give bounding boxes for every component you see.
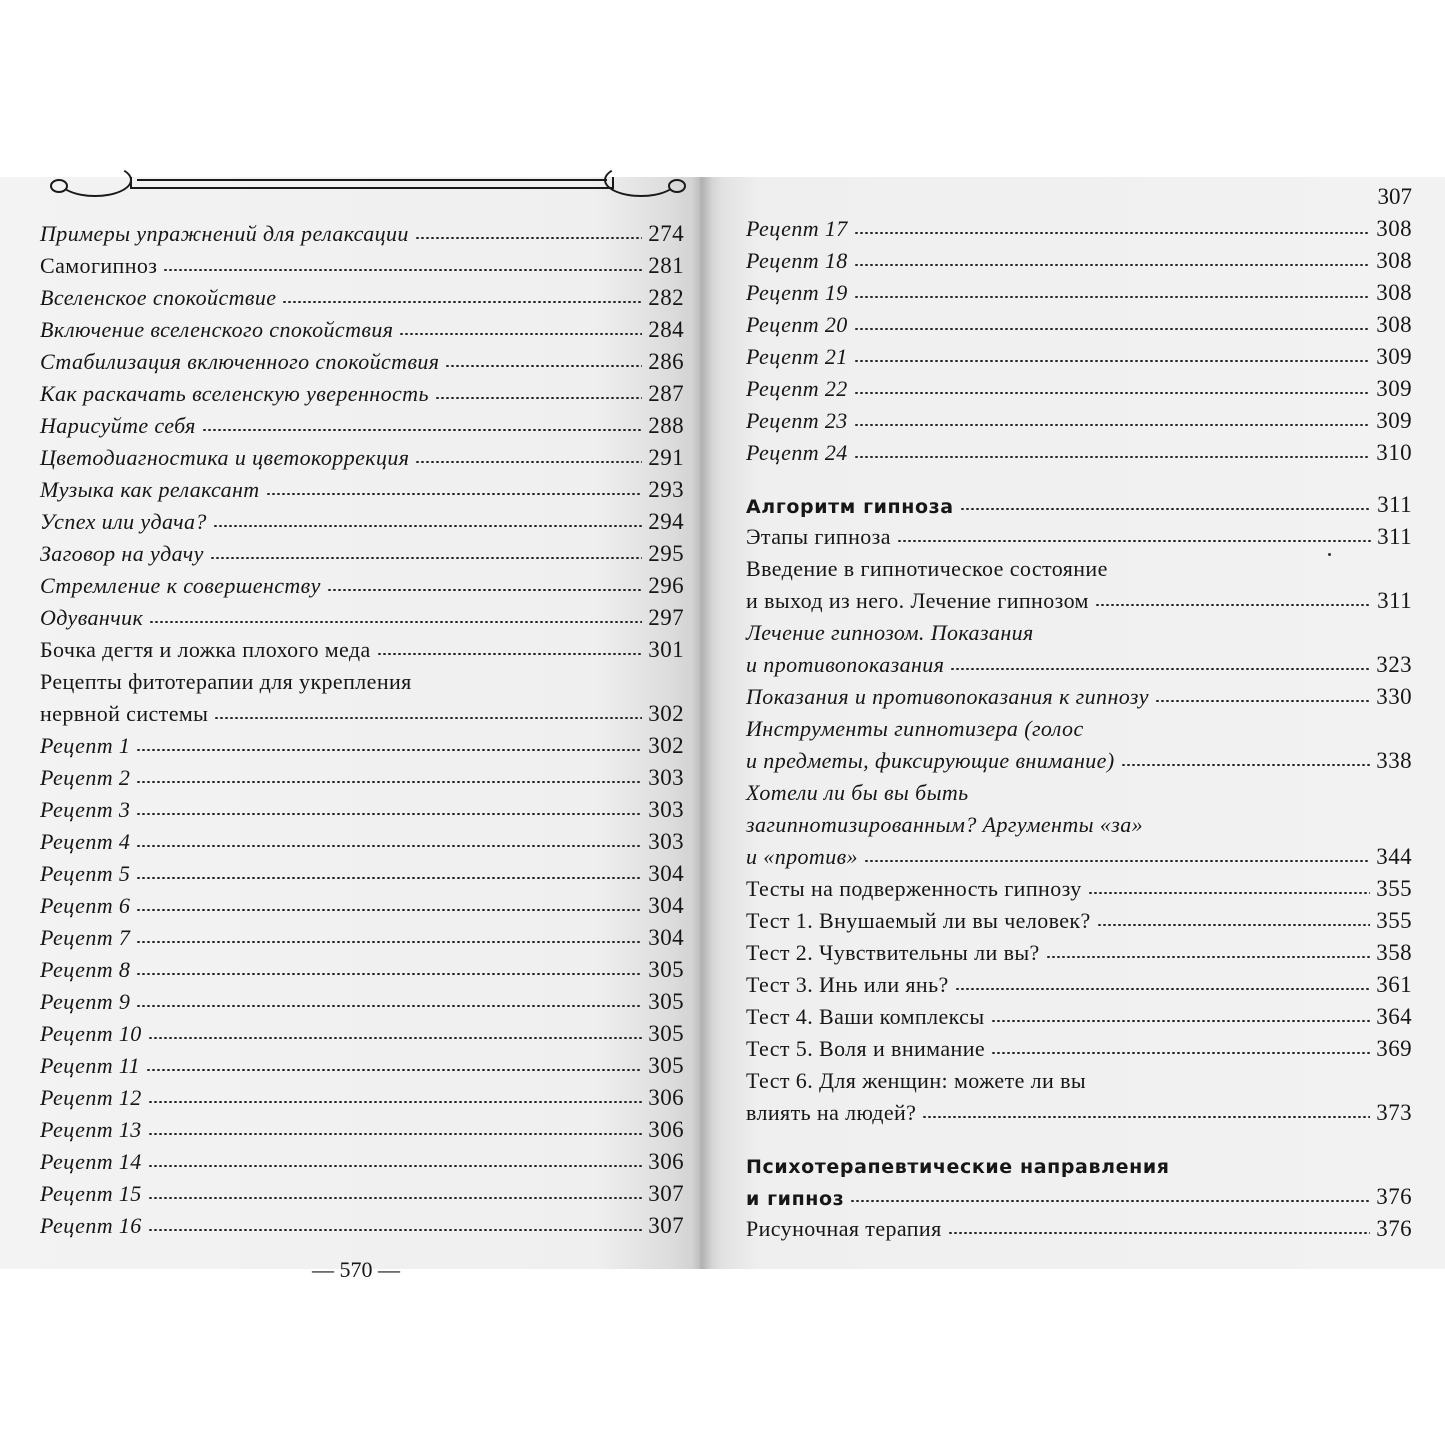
toc-entry: [40, 1111, 684, 1143]
toc-entry-title: Рецепт 23: [746, 408, 848, 433]
toc-entry-title: Рецепт 4: [40, 829, 131, 854]
toc-entry-title: Рецепт 18: [746, 248, 848, 273]
toc-entry-page: 301: [648, 637, 684, 662]
toc-entry-title: Этапы гипноза: [746, 524, 891, 549]
toc-entry: [746, 870, 1412, 902]
toc-entry-row: [40, 1015, 684, 1047]
toc-entry-row: [746, 518, 1412, 550]
toc-entry-title: Рецепт 10: [40, 1021, 142, 1046]
toc-entry-row: [746, 1210, 1412, 1242]
toc-entry-page: 293: [648, 477, 684, 502]
dot-leader: [327, 589, 643, 591]
toc-entry-row: [746, 434, 1412, 466]
toc-entry-row: [746, 998, 1412, 1030]
toc-entry-row: [746, 902, 1412, 934]
dot-leader: [991, 1052, 1370, 1054]
toc-entry: [40, 215, 684, 247]
toc-entry-page: 361: [1376, 972, 1412, 997]
toc-entry-title: Рецепт 6: [40, 893, 131, 918]
toc-entry-page: 309: [1376, 408, 1412, 433]
toc-entry: [40, 823, 684, 855]
toc-entry-title-line: Психотерапевтические направления: [746, 1156, 1170, 1178]
toc-entry-title: Рецепт 12: [40, 1085, 142, 1110]
toc-entry-page: 376: [1376, 1184, 1412, 1209]
toc-entry-page: 308: [1376, 216, 1412, 241]
toc-entry-row: [746, 486, 1412, 518]
toc-entry: [746, 774, 1412, 870]
toc-entry-row: [40, 855, 684, 887]
toc-entry-title: Рецепт 16: [40, 1213, 142, 1238]
toc-entry-title: Самогипноз: [40, 253, 158, 278]
toc-entry-title: Тест 4. Ваши комплексы: [746, 1004, 985, 1029]
toc-entry: [40, 631, 684, 663]
toc-entry-title: и противопоказания: [746, 652, 945, 677]
toc-entry: [40, 279, 684, 311]
toc-entry-row: [40, 567, 684, 599]
toc-entry-page: 364: [1376, 1004, 1412, 1029]
toc-entry-row: [746, 1178, 1412, 1210]
toc-entry-row: [40, 407, 684, 439]
toc-entry-row: [40, 1175, 684, 1207]
toc-entry-page: 306: [648, 1085, 684, 1110]
toc-entry-page: 330: [1376, 684, 1412, 709]
toc-entry: [40, 1079, 684, 1111]
toc-entry-page: 311: [1377, 524, 1412, 549]
dot-leader: [282, 301, 642, 303]
toc-entry: [40, 1047, 684, 1079]
toc-entry-page: 284: [648, 317, 684, 342]
toc-entry-page: 297: [648, 605, 684, 630]
toc-entry-title: Нарисуйте себя: [40, 413, 196, 438]
dot-leader: [850, 1200, 1370, 1202]
toc-entry-row: [746, 934, 1412, 966]
toc-entry: [40, 535, 684, 567]
toc-entry-page: 305: [648, 1021, 684, 1046]
toc-entry-title: Рецепт 21: [746, 344, 848, 369]
dot-leader: [266, 493, 643, 495]
toc-entry-page: 344: [1376, 844, 1412, 869]
toc-entry: [746, 902, 1412, 934]
dot-leader: [136, 1005, 642, 1007]
toc-entry-row: [40, 695, 684, 727]
toc-entry-title: Рецепт 2: [40, 765, 131, 790]
toc-entry-title: Тест 3. Инь или янь?: [746, 972, 949, 997]
toc-entry-row: [746, 838, 1412, 870]
toc-entry-title: Рецепт 11: [40, 1053, 141, 1078]
toc-entry-page: 338: [1376, 748, 1412, 773]
toc-entry-title: Рецепт 8: [40, 957, 131, 982]
dot-leader: [897, 540, 1371, 542]
toc-entry-page: 302: [648, 701, 684, 726]
toc-entry-row: [40, 1047, 684, 1079]
toc-entry-title: Тест 2. Чувствительны ли вы?: [746, 940, 1040, 965]
dot-leader: [435, 397, 642, 399]
dot-leader: [377, 653, 643, 655]
toc-entry: [40, 1143, 684, 1175]
toc-entry: [40, 951, 684, 983]
toc-entry-title: Тесты на подверженность гипнозу: [746, 876, 1082, 901]
toc-entry: [746, 678, 1412, 710]
toc-entry-row: [746, 370, 1412, 402]
toc-entry-title: Рецепт 3: [40, 797, 131, 822]
toc-entry-title-line: Тест 6. Для женщин: можете ли вы: [746, 1068, 1087, 1093]
dot-leader: [445, 365, 642, 367]
dot-leader: [148, 1229, 643, 1231]
toc-entry-row: [40, 375, 684, 407]
toc-entry-page: 294: [648, 509, 684, 534]
toc-entry: [746, 1146, 1412, 1210]
toc-entry: [40, 439, 684, 471]
toc-entry-page: 311: [1377, 492, 1412, 517]
toc-entry-title: Тест 5. Воля и внимание: [746, 1036, 986, 1061]
toc-entry-row: [40, 951, 684, 983]
dot-leader: [955, 988, 1371, 990]
dot-leader: [202, 429, 643, 431]
toc-entry-title: Вселенское спокойствие: [40, 285, 277, 310]
toc-entry: [40, 791, 684, 823]
toc-entry: [40, 1015, 684, 1047]
toc-entry-title: Рецепт 24: [746, 440, 848, 465]
ornament-bar: [130, 177, 614, 189]
toc-entry-row: [40, 503, 684, 535]
toc-entry-page: 355: [1376, 876, 1412, 901]
toc-entry-title: Стабилизация включенного спокойствия: [40, 349, 440, 374]
toc-entry-page: 302: [648, 733, 684, 758]
dot-leader: [854, 360, 1371, 362]
toc-entry-page: 282: [648, 285, 684, 310]
toc-entry-row: [746, 1030, 1412, 1062]
dot-leader: [854, 328, 1371, 330]
toc-left-list: [40, 215, 684, 1239]
dot-leader: [415, 237, 643, 239]
toc-entry-title: Рецепт 20: [746, 312, 848, 337]
dot-leader: [210, 557, 642, 559]
toc-entry: [40, 759, 684, 791]
toc-entry-title: Рецепт 22: [746, 376, 848, 401]
toc-entry-page: 307: [648, 1181, 684, 1206]
toc-entry-row: [40, 279, 684, 311]
dot-leader: [1121, 764, 1371, 766]
toc-entry-page: 305: [648, 1053, 684, 1078]
toc-entry-page: 306: [648, 1149, 684, 1174]
toc-entry-row: [40, 919, 684, 951]
dot-leader: [148, 1101, 643, 1103]
dot-leader: [148, 1165, 643, 1167]
dot-leader: [854, 424, 1371, 426]
toc-entry: [40, 887, 684, 919]
toc-entry-title-line: Введение в гипнотическое состояние: [746, 556, 1108, 581]
toc-entry: [40, 407, 684, 439]
toc-entry-title-line: загипнотизированным? Аргументы «за»: [746, 812, 1144, 837]
toc-entry-title: Рецепт 17: [746, 216, 848, 241]
toc-entry: [746, 966, 1412, 998]
toc-entry-title-line: Инструменты гипнотизера (голос: [746, 716, 1084, 741]
toc-entry-row: [746, 210, 1412, 242]
toc-entry-page: 303: [648, 829, 684, 854]
toc-entry: [40, 375, 684, 407]
dot-leader: [854, 232, 1371, 234]
dot-leader: [950, 668, 1370, 670]
toc-entry-row: [40, 215, 684, 247]
toc-entry-row: [40, 343, 684, 375]
toc-entry: [746, 710, 1412, 774]
dot-leader: [854, 264, 1371, 266]
toc-entry-title: Рецепт 5: [40, 861, 131, 886]
toc-entry-title: и выход из него. Лечение гипнозом: [746, 588, 1089, 613]
toc-entry-row: [746, 274, 1412, 306]
toc-entry-row: [746, 678, 1412, 710]
toc-entry: [746, 1062, 1412, 1126]
toc-entry: [40, 343, 684, 375]
toc-entry-title: Рецепт 1: [40, 733, 131, 758]
toc-entry-page: 303: [648, 797, 684, 822]
toc-entry: [40, 663, 684, 727]
ornament-swirl-right: [604, 163, 678, 197]
toc-entry-page: 376: [1376, 1216, 1412, 1241]
toc-entry: [746, 434, 1412, 466]
toc-entry-row: [746, 338, 1412, 370]
page-number: — 570 —: [312, 1257, 400, 1282]
toc-entry-page: 310: [1376, 440, 1412, 465]
toc-entry: [746, 934, 1412, 966]
dot-leader: [922, 1116, 1370, 1118]
toc-entry-title: Бочка дегтя и ложка плохого меда: [40, 637, 371, 662]
toc-entry: [40, 727, 684, 759]
toc-entry-page: 288: [648, 413, 684, 438]
toc-entry-page: 308: [1376, 248, 1412, 273]
toc-entry-row: [40, 727, 684, 759]
toc-entry-title: Успех или удача?: [40, 509, 207, 534]
toc-entry: [40, 311, 684, 343]
dot-leader: [854, 392, 1371, 394]
toc-entry: [40, 919, 684, 951]
toc-entry-page: 287: [648, 381, 684, 406]
dot-leader: [149, 621, 642, 623]
toc-entry-row: [746, 742, 1412, 774]
toc-entry-row: [40, 439, 684, 471]
toc-entry: [40, 471, 684, 503]
dot-leader: [415, 461, 642, 463]
toc-entry-title: Заговор на удачу: [40, 541, 204, 566]
toc-entry: [746, 486, 1412, 518]
toc-entry-row: [746, 870, 1412, 902]
toc-entry-row: [40, 1207, 684, 1239]
toc-entry-title: Рецепт 19: [746, 280, 848, 305]
dot-leader: [136, 973, 642, 975]
toc-entry-title: Алгоритм гипноза: [746, 496, 954, 518]
toc-entry: [746, 550, 1412, 614]
toc-entry-title: Рецепт 9: [40, 989, 131, 1014]
dot-leader: [864, 860, 1370, 862]
book-gutter: [692, 177, 712, 1269]
toc-entry-title: и гипноз: [746, 1188, 845, 1210]
toc-entry: [40, 983, 684, 1015]
toc-entry-page: 304: [648, 893, 684, 918]
toc-entry-row: [40, 631, 684, 663]
toc-right-top-number: [746, 180, 1412, 210]
toc-entry-page: 358: [1376, 940, 1412, 965]
dot-leader: [1097, 924, 1371, 926]
toc-entry-page: 295: [648, 541, 684, 566]
toc-entry-title: Рецепт 15: [40, 1181, 142, 1206]
dot-leader: [1155, 700, 1370, 702]
toc-entry-title: влиять на людей?: [746, 1100, 917, 1125]
toc-entry: [746, 370, 1412, 402]
toc-entry-title: Рисуночная терапия: [746, 1216, 942, 1241]
toc-right-list: [746, 210, 1412, 1242]
toc-entry-row: [40, 983, 684, 1015]
dot-leader: [213, 525, 642, 527]
toc-entry: [40, 247, 684, 279]
toc-entry-page: 296: [648, 573, 684, 598]
dot-leader: [991, 1020, 1371, 1022]
right-page: [700, 177, 1445, 1269]
toc-entry-row: [746, 402, 1412, 434]
toc-entry: [40, 503, 684, 535]
dot-leader: [136, 845, 642, 847]
dot-leader: [136, 909, 642, 911]
toc-entry-page: 307: [648, 1213, 684, 1238]
toc-entry: [746, 402, 1412, 434]
toc-entry-row: [40, 759, 684, 791]
toc-entry-page: 305: [648, 989, 684, 1014]
toc-entry-title: Рецепт 7: [40, 925, 131, 950]
toc-entry-title: Рецепт 14: [40, 1149, 142, 1174]
dot-leader: [854, 456, 1371, 458]
toc-entry: [40, 567, 684, 599]
dot-leader: [399, 333, 642, 335]
dot-leader: [148, 1197, 643, 1199]
dot-leader: [960, 508, 1371, 510]
toc-entry-row: [40, 247, 684, 279]
toc-entry-page: 305: [648, 957, 684, 982]
toc-entry-page: 355: [1376, 908, 1412, 933]
toc-entry-page: 369: [1376, 1036, 1412, 1061]
toc-entry-page: 323: [1376, 652, 1412, 677]
toc-entry-row: [746, 582, 1412, 614]
toc-entry-title: Цветодиагностика и цветокоррекция: [40, 445, 410, 470]
toc-entry: [746, 1210, 1412, 1242]
toc-entry-row: [746, 306, 1412, 338]
toc-entry-row: [40, 471, 684, 503]
dot-leader: [136, 749, 642, 751]
toc-entry-page: 373: [1376, 1100, 1412, 1125]
dot-leader: [136, 877, 642, 879]
toc-entry: [746, 306, 1412, 338]
toc-entry-title: Одуванчик: [40, 605, 144, 630]
dot-leader: [214, 717, 642, 719]
toc-entry-page: 308: [1376, 312, 1412, 337]
toc-entry: [746, 274, 1412, 306]
toc-entry-title: и предметы, фиксирующие внимание): [746, 748, 1115, 773]
toc-entry-page: 308: [1376, 280, 1412, 305]
toc-entry-title: Стремление к совершенству: [40, 573, 321, 598]
ornament-swirl-left: [58, 163, 132, 197]
continued-page-number: 307: [1377, 184, 1412, 209]
toc-entry-row: [40, 1143, 684, 1175]
toc-entry-page: 291: [648, 445, 684, 470]
toc-entry-row: [40, 311, 684, 343]
dot-leader: [854, 296, 1371, 298]
toc-entry: [746, 998, 1412, 1030]
toc-entry-row: [40, 1111, 684, 1143]
book-spread: [0, 177, 1445, 1282]
toc-entry-row: [40, 1079, 684, 1111]
dot-leader: [136, 941, 642, 943]
toc-entry-row: [40, 823, 684, 855]
dot-leader: [1095, 604, 1371, 606]
toc-entry-page: 286: [648, 349, 684, 374]
toc-entry-page: 281: [648, 253, 684, 278]
toc-entry-page: 304: [648, 925, 684, 950]
toc-entry-page: 311: [1377, 588, 1412, 613]
toc-entry: [40, 855, 684, 887]
toc-entry: [746, 210, 1412, 242]
toc-entry: [746, 242, 1412, 274]
toc-entry-page: 309: [1376, 376, 1412, 401]
toc-entry-row: [746, 1094, 1412, 1126]
dot-leader: [948, 1232, 1371, 1234]
dot-leader: [148, 1037, 643, 1039]
dot-leader: [146, 1069, 642, 1071]
toc-entry-page: 274: [648, 221, 684, 246]
dot-leader: [1088, 892, 1371, 894]
toc-entry: [746, 518, 1412, 550]
toc-entry-row: [40, 887, 684, 919]
toc-entry: [40, 599, 684, 631]
toc-entry-page: 304: [648, 861, 684, 886]
toc-entry-title: Рецепт 13: [40, 1117, 142, 1142]
toc-entry: [40, 1207, 684, 1239]
toc-entry: [746, 614, 1412, 678]
toc-entry-title-line: Хотели ли бы вы быть: [746, 780, 969, 805]
toc-entry-title: и «против»: [746, 844, 858, 869]
toc-entry-title: нервной системы: [40, 701, 209, 726]
dot-leader: [1046, 956, 1371, 958]
dot-leader: [148, 1133, 643, 1135]
toc-entry-row: [746, 646, 1412, 678]
toc-entry-title: Тест 1. Внушаемый ли вы человек?: [746, 908, 1091, 933]
toc-entry-title: Музыка как релаксант: [40, 477, 260, 502]
toc-entry-title-line: Лечение гипнозом. Показания: [746, 620, 1034, 645]
toc-entry: [746, 338, 1412, 370]
toc-entry-row: [746, 242, 1412, 274]
toc-entry-row: [40, 535, 684, 567]
toc-entry-row: [40, 599, 684, 631]
dot-leader: [136, 781, 642, 783]
print-speck: [1328, 553, 1331, 556]
toc-entry-title-line: Рецепты фитотерапии для укрепления: [40, 669, 412, 694]
dot-leader: [163, 269, 642, 271]
toc-entry-title: Как раскачать вселенскую уверенность: [40, 381, 429, 406]
toc-entry-page: 309: [1376, 344, 1412, 369]
toc-entry-page: 303: [648, 765, 684, 790]
toc-entry-row: [40, 791, 684, 823]
toc-entry-page: 306: [648, 1117, 684, 1142]
toc-entry: [746, 1030, 1412, 1062]
ornament-curl-right: [668, 179, 686, 193]
left-page: [0, 177, 700, 1282]
toc-entry-title: Показания и противопоказания к гипнозу: [746, 684, 1149, 709]
toc-entry-title: Примеры упражнений для релаксации: [40, 221, 409, 246]
ornament-header: [48, 177, 688, 193]
toc-entry: [40, 1175, 684, 1207]
toc-entry-title: Включение вселенского спокойствия: [40, 317, 394, 342]
dot-leader: [136, 813, 642, 815]
toc-entry-row: [746, 966, 1412, 998]
